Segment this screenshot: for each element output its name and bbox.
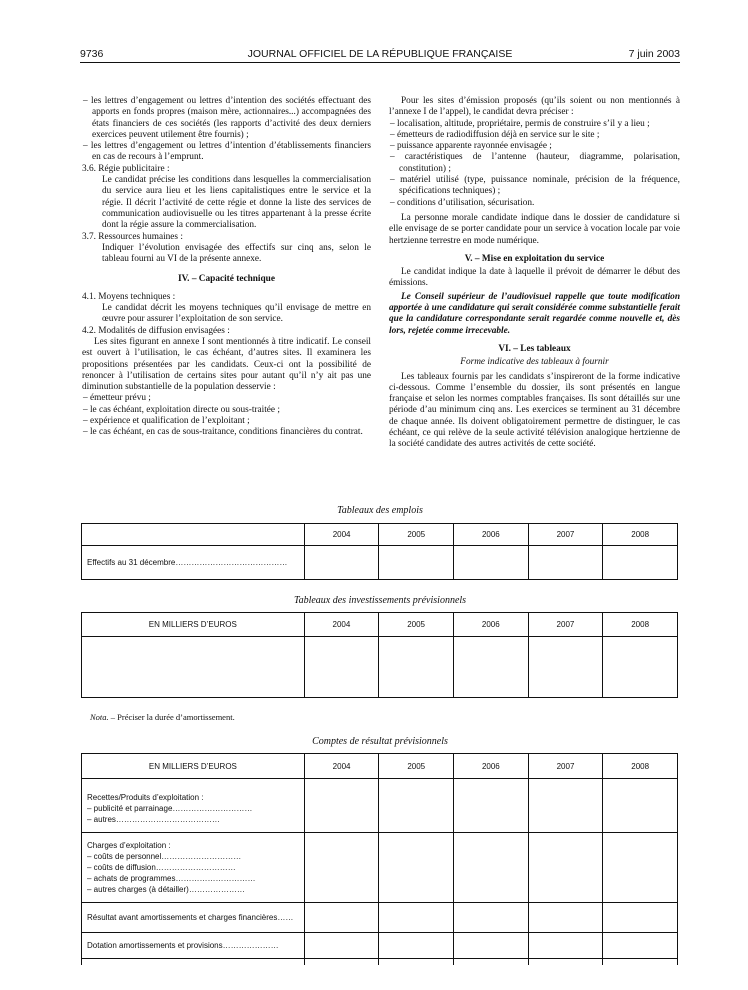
year-header: 2006 [454,524,529,546]
data-cell [304,959,379,965]
row-label-text: Effectifs au 31 décembre [87,558,176,567]
data-cell [454,546,529,580]
section-heading: VI. – Les tableaux [498,343,571,354]
year-header: 2007 [528,524,603,546]
data-cell [379,959,454,965]
data-cell [453,637,528,698]
row-label-text: Dotation amortissements et provisions [87,941,223,950]
paragraph: – les lettres d’engagement ou lettres d’intention d’établissements financiers en cas de recours à l’emprunt. [83,141,371,163]
row-label-item: – coûts de diffusion………………………… [87,863,236,872]
table-investissements-caption: Tableaux des investissements prévisionnels [293,595,467,606]
data-cell [454,933,529,959]
data-cell [603,779,678,833]
data-cell [528,903,603,933]
data-cell [454,833,529,903]
data-cell [379,546,454,580]
table-emplois [81,523,678,580]
data-cell [304,833,379,903]
paragraph: – conditions d’utilisation, sécurisation. [390,197,535,208]
paragraph: – émetteurs de radiodiffusion déjà en service sur le site ; [390,129,600,140]
data-cell [528,779,603,833]
year-header: 2004 [304,613,379,637]
year-header: 2004 [304,524,379,546]
paragraph: – le cas échéant, exploitation directe ou sous-traitée ; [83,404,280,415]
table-header-row [82,754,678,779]
row-label-item: – autres charges (à détailler)………………… [87,885,245,894]
row-label-text: Recettes/Produits d’exploitation : [87,793,204,802]
paragraph: – puissance apparente rayonnée envisagée ; [390,141,552,152]
year-header: 2008 [603,613,678,637]
data-cell [379,637,454,698]
section-heading: V. – Mise en exploitation du service [464,253,605,264]
paragraph: 4.1. Moyens techniques : [82,291,176,302]
section-heading: IV. – Capacité technique [178,274,275,285]
paragraph: – émetteur prévu ; [83,393,151,404]
row-label [82,779,305,833]
table-resultat [81,753,678,965]
data-cell [82,637,305,698]
row-label-item: – publicité et parrainage………………………… [87,804,253,813]
data-cell [82,959,305,965]
year-header: 2007 [528,754,603,779]
data-cell [603,903,678,933]
year-header: 2008 [603,754,678,779]
data-cell [304,933,379,959]
data-cell [304,903,379,933]
table-row [82,903,678,933]
paragraph: Indiquer l’évolution envisagée des effectifs sur cinq ans, selon le tableau fourni au VI de la présente annexe. [102,242,371,265]
row-label-item: – autres………………………………… [87,815,220,824]
table-header-row [82,613,678,637]
year-header: 2007 [528,613,603,637]
row-label-item: – achats de programmes………………………… [87,874,256,883]
paragraph: Forme indicative des tableaux à fournir [460,357,609,368]
year-header: 2005 [379,613,454,637]
year-header: 2005 [379,524,454,546]
paragraph: Le Conseil supérieur de l’audiovisuel rappelle que toute modification apportée à une candidature qui serait considérée comme substantielle ferait que la candidature correspondante serait regardée comme nouvelle et, dès lors, rejetée comme irrecevable. [389,291,680,336]
row-label [82,833,305,903]
page-number: 9736 [80,48,104,60]
year-header: 2004 [304,754,379,779]
row-label-text: Résultat avant amortissements et charges financières [87,913,278,922]
row-label-item: – coûts de personnel………………………… [87,852,242,861]
data-cell [454,903,529,933]
data-cell [379,779,454,833]
paragraph: Les tableaux fournis par les candidats s’inspireront de la forme indicative ci-dessous. Comme l’ensemble du dossier, ils sont présentés en langue française et selon les normes comptables françaises. Ils sont détaillés sur une période d’au minimum cinq ans. Les exercices se terminent au 31 décembre de chaque année. Ils doivent obligatoirement permettre de distinguer, le cas échéant, ce qui relève de la seule activité télévision analogique hertzienne de la société candidate des autres activités de cette société. [389,371,680,450]
row-label: Effectifs au 31 décembre…………………………………… [82,546,305,580]
journal-title: JOURNAL OFFICIEL DE LA RÉPUBLIQUE FRANÇAISE [247,48,513,60]
paragraph: Les sites figurant en annexe I sont mentionnés à titre indicatif. Le conseil est ouvert à l’utilisation, le cas échéant, d’autres sites. Il examinera les propositions présentées par les candidats. Ceux-ci ont la possibilité de renoncer à l’utilisation de certains sites pour autant qu’il n’y ait pas une diminution substantielle de la population desservie : [82,336,371,393]
data-cell [528,959,603,965]
paragraph: – les lettres d’engagement ou lettres d’intention des sociétés effectuant des apports en fonds propres (maison mère, actionnaires...) accompagnées des états financiers de ces sociétés (les rapports d’activité des deux derniers exercices peuvent utilement être fournis) ; [83,96,371,140]
data-cell [304,637,379,698]
data-cell [603,933,678,959]
paragraph: La personne morale candidate indique dans le dossier de candidature si elle envisage de se porter candidate pour un service à vocation locale par voie hertzienne terrestre en mode numérique. [389,212,680,246]
table-row [82,833,678,903]
row-label: Résultat avant amortissements et charges financières…… [82,903,305,933]
data-cell [603,833,678,903]
year-header: 2006 [454,754,529,779]
data-cell [379,903,454,933]
table-emplois-caption: Tableaux des emplois [337,505,423,516]
paragraph: – le cas échéant, en cas de sous-traitance, conditions financières du contrat. [83,427,363,438]
data-cell [603,637,678,698]
data-cell [603,546,678,580]
data-cell [528,833,603,903]
unit-header: EN MILLIERS D’EUROS [82,754,305,779]
publication-date: 7 juin 2003 [628,48,680,60]
data-cell [528,933,603,959]
paragraph: Le candidat indique la date à laquelle il prévoit de démarrer le début des émissions. [389,267,680,289]
row-label-text: Charges d’exploitation : [87,841,171,850]
unit-header: EN MILLIERS D’EUROS [82,613,305,637]
paragraph: – caractéristiques de l’antenne (hauteur, diagramme, polarisation, constitution) ; [390,152,680,174]
table-note [90,712,235,722]
header-rule [80,62,680,63]
table-row [82,779,678,833]
left-column [82,96,371,439]
right-column [389,96,680,451]
table-row [82,637,678,698]
year-header: 2005 [379,754,454,779]
note-lead: Nota. [90,712,109,722]
paragraph: Pour les sites d’émission proposés (qu’ils soient ou non mentionnés à l’annexe I de l’appel), le candidat devra préciser : [389,96,680,118]
note-text: – Préciser la durée d’amortissement. [108,712,235,722]
data-cell [379,833,454,903]
paragraph: 4.2. Modalités de diffusion envisagées : [82,325,230,336]
table-investissements [81,612,678,698]
paragraph: – matériel utilisé (type, puissance nominale, précision de la fréquence, spécifications techniques) ; [390,175,680,197]
year-header: 2008 [603,524,678,546]
paragraph: 3.7. Ressources humaines : [82,231,183,242]
year-header: 2006 [453,613,528,637]
data-cell [528,637,603,698]
table-header-cell [82,524,305,546]
data-cell [304,779,379,833]
table-resultat-caption: Comptes de résultat prévisionnels [312,736,448,747]
paragraph: 3.6. Régie publicitaire : [82,163,170,174]
paragraph: – expérience et qualification de l’exploitant ; [83,416,250,427]
data-cell [454,779,529,833]
data-cell [304,546,379,580]
paragraph: Le candidat décrit les moyens techniques qu’il envisage de mettre en œuvre pour assurer l’exploitation de son service. [102,303,371,325]
data-cell [603,959,678,965]
table-row [82,933,678,959]
table-row-continued [82,959,678,965]
paragraph: – localisation, altitude, propriétaire, permis de construire s’il y a lieu ; [390,118,650,129]
table-header-row [82,524,678,546]
row-label: Dotation amortissements et provisions………………… [82,933,305,959]
paragraph: Le candidat précise les conditions dans lesquelles la commercialisation du service aura lieu et les liens capitalistiques entre le service et la régie. Il décrit l’activité de cette régie et donne la liste des services de communication audiovisuelle ou les titres appartenant à la presse écrite dont la régie assure la commercialisation. [102,175,371,231]
table-row [82,546,678,580]
data-cell [454,959,529,965]
data-cell [528,546,603,580]
data-cell [379,933,454,959]
